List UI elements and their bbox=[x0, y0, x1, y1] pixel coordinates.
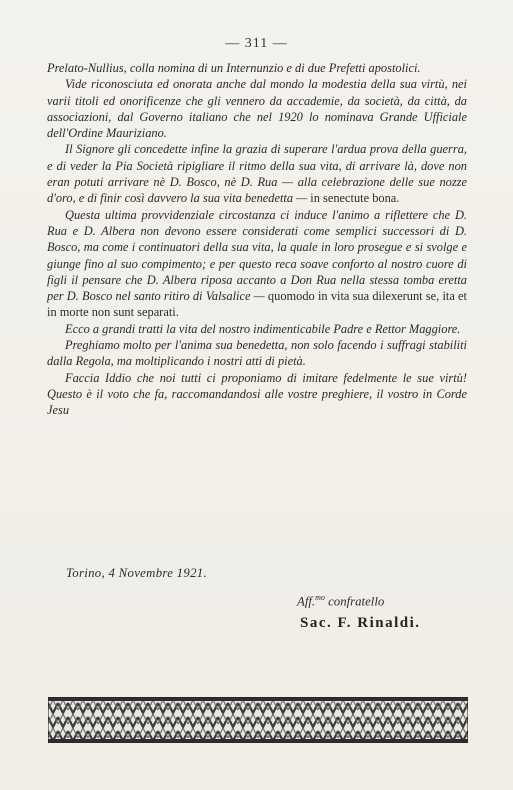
paragraph-4-text: Questa ultima provvidenziale circostanza ci induce l'animo a riflettere che D. Rua e D. Albera non devono essere considerati come semplici successori di D. Bosco, ma come i continuatori della sua vita, la quale in loro prosegue e si svolge e giunge fino al suo compimento; e per questo reca soave conforto al nostro cuore di figli il pensare che D. Albera riposa accanto a Don Rua nella stessa tomba eretta per D. Bosco nel santo ritiro di Valsalice — bbox=[47, 207, 467, 304]
paragraph-6-text: Preghiamo molto per l'anima sua benedetta, non solo facendo i suffragi stabiliti dalla Regola, ma moltiplicando i nostri atti di pietà. bbox=[47, 338, 467, 369]
paragraph-5 bbox=[47, 321, 467, 337]
signature: Sac. F. Rinaldi. bbox=[300, 615, 421, 631]
paragraph-2-text: Vide riconosciuta ed onorata anche dal mondo la modestia della sua virtù, nei varii titoli ed onorificenze che gli vennero da accademie, da società, da città, da associazioni, dal Governo italiano che nel 1920 lo nominava Grande Ufficiale dell'Ordine Mauriziano. bbox=[47, 77, 467, 141]
paragraph-7 bbox=[47, 370, 467, 419]
paragraph-3-text: Il Signore gli concedette infine la grazia di superare l'ardua prova della guerra, e di veder la Pia Società ripigliare il ritmo della sua vita, di arrivare là, dove non eran potuti arrivare nè D. Bosco, nè D. Rua — alla celebrazione delle sue nozze d'oro, e di finir così davvero la sua vita benedetta — bbox=[47, 142, 467, 206]
paragraph-3 bbox=[47, 141, 467, 206]
paragraph-4 bbox=[47, 207, 467, 321]
paragraph-6 bbox=[47, 337, 467, 370]
paragraph-2 bbox=[47, 76, 467, 141]
closing-prefix: Aff. bbox=[297, 594, 316, 609]
closing-salutation bbox=[297, 593, 384, 609]
page-number: — 311 — bbox=[225, 36, 288, 51]
decorative-border-ornament bbox=[48, 697, 468, 743]
paragraph-5-text: Ecco a grandi tratti la vita del nostro indimenticabile Padre e Rettor Maggiore. bbox=[65, 321, 461, 336]
letter-body bbox=[47, 60, 467, 419]
date-line: Torino, 4 Novembre 1921. bbox=[66, 566, 207, 580]
closing-suffix: confratello bbox=[324, 594, 385, 609]
paragraph-4-latin-text: quomodo in vita sua dilexerunt se, ita et in morte non sunt separati. bbox=[47, 289, 467, 320]
closing-superscript: mo bbox=[315, 593, 325, 602]
paragraph-7-text: Faccia Iddio che noi tutti ci proponiamo di imitare fedelmente le sue virtù! Questo è il voto che fa, raccomandandosi alle vostre preghiere, il vostro in Corde Jesu bbox=[47, 370, 467, 418]
paragraph-1-text: Prelato-Nullius, colla nomina di un Internunzio e di due Prefetti apostolici. bbox=[47, 61, 421, 75]
paragraph-3-latin-text: in senectute bona. bbox=[307, 191, 400, 206]
paragraph-1 bbox=[47, 60, 467, 76]
